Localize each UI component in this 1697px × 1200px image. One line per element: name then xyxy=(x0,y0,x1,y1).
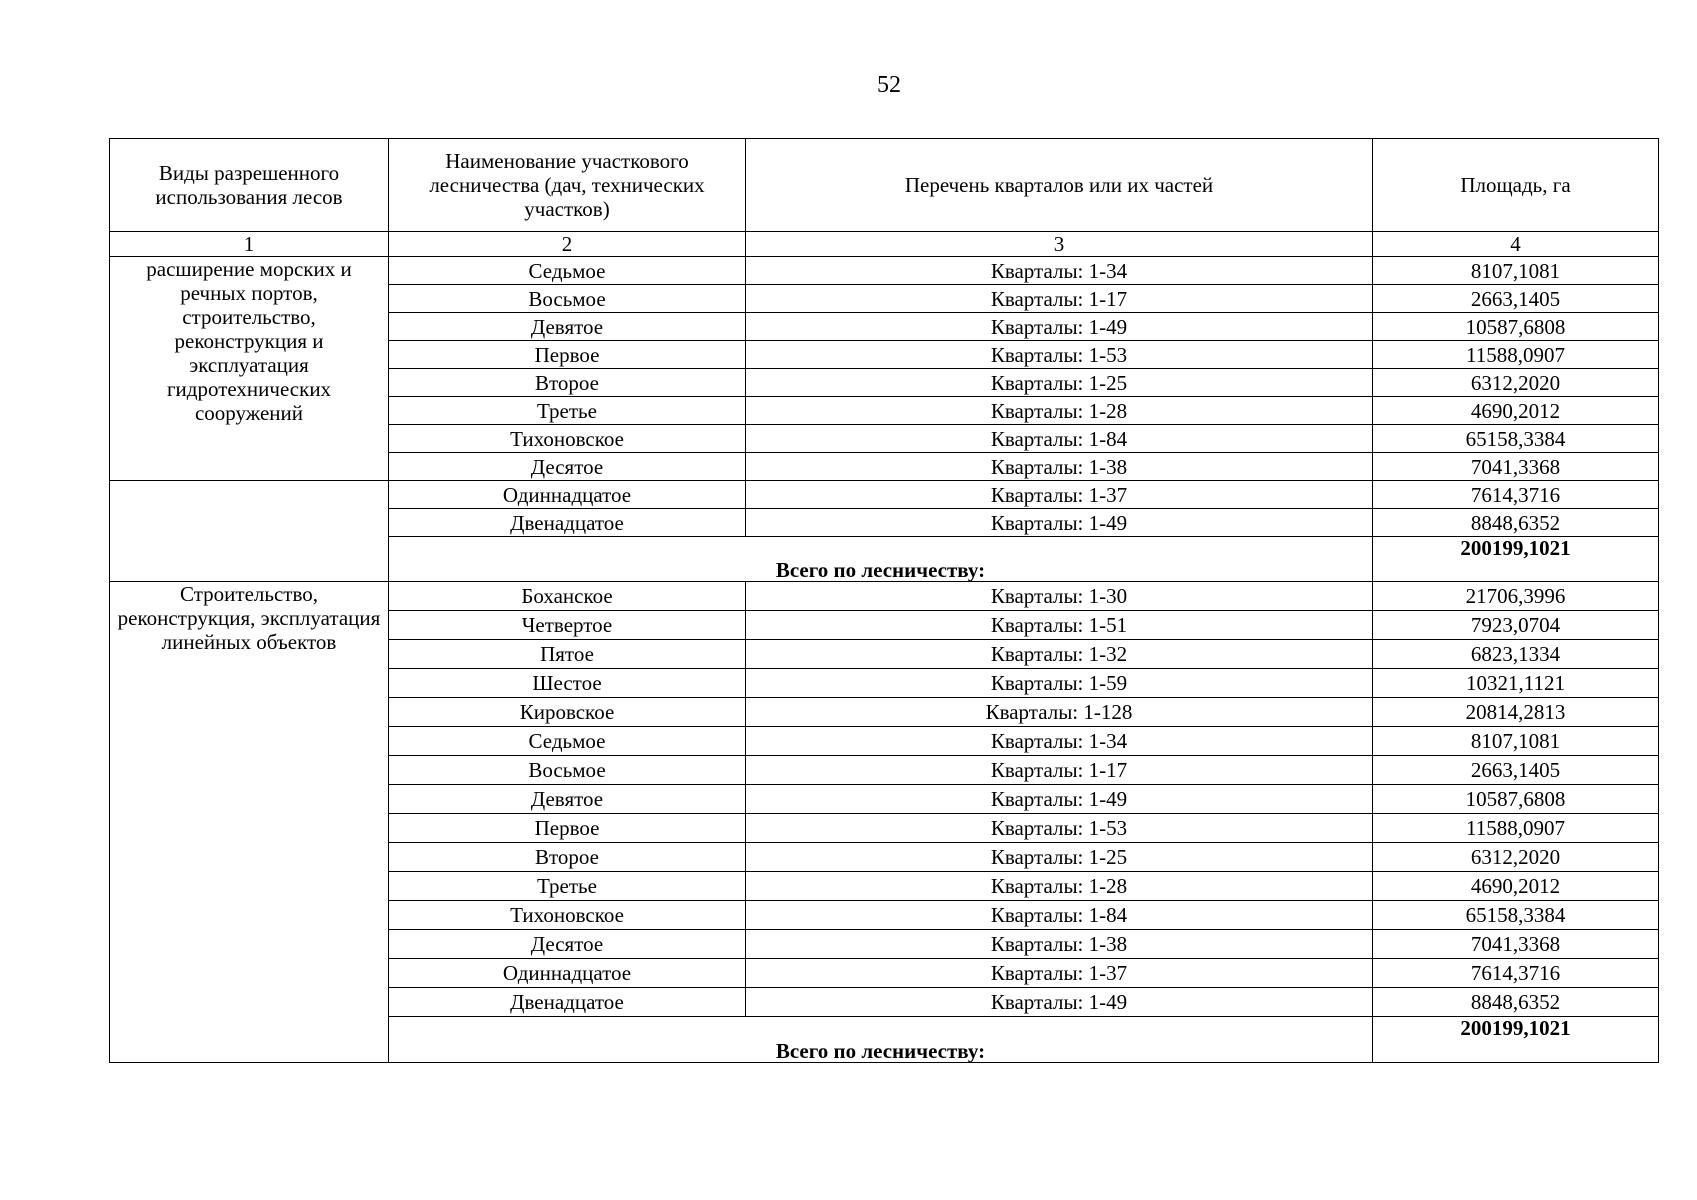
use-type: Строительство, реконструкция, эксплуатация линейных объектов xyxy=(110,582,389,1063)
header-row xyxy=(110,139,1659,232)
table-body xyxy=(110,139,1659,1063)
forestry-name: Первое xyxy=(389,814,746,843)
forestry-name: Третье xyxy=(389,872,746,901)
forestry-name: Первое xyxy=(389,341,746,369)
forestry-name: Восьмое xyxy=(389,285,746,313)
forestry-name: Кировское xyxy=(389,698,746,727)
area-value: 7923,0704 xyxy=(1373,611,1659,640)
forestry-name: Двенадцатое xyxy=(389,509,746,537)
forestry-name: Тихоновское xyxy=(389,901,746,930)
area-value: 65158,3384 xyxy=(1373,901,1659,930)
total-label: Всего по лесничеству: xyxy=(389,537,1373,582)
header-area: Площадь, га xyxy=(1373,139,1659,232)
area-value: 11588,0907 xyxy=(1373,341,1659,369)
area-value: 10587,6808 xyxy=(1373,313,1659,341)
quarters-list: Кварталы: 1-37 xyxy=(746,481,1373,509)
forestry-name: Пятое xyxy=(389,640,746,669)
table-row xyxy=(110,582,1659,611)
area-value: 7041,3368 xyxy=(1373,930,1659,959)
quarters-list: Кварталы: 1-49 xyxy=(746,988,1373,1017)
quarters-list: Кварталы: 1-25 xyxy=(746,843,1373,872)
area-value: 8107,1081 xyxy=(1373,727,1659,756)
forestry-name: Восьмое xyxy=(389,756,746,785)
area-value: 4690,2012 xyxy=(1373,872,1659,901)
forestry-name: Второе xyxy=(389,369,746,397)
area-value: 20814,2813 xyxy=(1373,698,1659,727)
quarters-list: Кварталы: 1-84 xyxy=(746,425,1373,453)
forestry-name: Девятое xyxy=(389,785,746,814)
forest-use-table xyxy=(109,138,1659,1063)
page-number: 52 xyxy=(877,72,901,98)
area-value: 2663,1405 xyxy=(1373,756,1659,785)
area-value: 8107,1081 xyxy=(1373,257,1659,285)
area-value: 6312,2020 xyxy=(1373,843,1659,872)
area-value: 21706,3996 xyxy=(1373,582,1659,611)
quarters-list: Кварталы: 1-59 xyxy=(746,669,1373,698)
forestry-name: Двенадцатое xyxy=(389,988,746,1017)
forestry-name: Одиннадцатое xyxy=(389,959,746,988)
area-value: 8848,6352 xyxy=(1373,988,1659,1017)
area-value: 10587,6808 xyxy=(1373,785,1659,814)
area-value: 10321,1121 xyxy=(1373,669,1659,698)
area-value: 2663,1405 xyxy=(1373,285,1659,313)
forestry-name: Девятое xyxy=(389,313,746,341)
area-value: 7614,3716 xyxy=(1373,959,1659,988)
quarters-list: Кварталы: 1-38 xyxy=(746,930,1373,959)
total-value: 200199,1021 xyxy=(1373,1017,1659,1063)
quarters-list: Кварталы: 1-49 xyxy=(746,313,1373,341)
quarters-list: Кварталы: 1-53 xyxy=(746,814,1373,843)
forestry-name: Четвертое xyxy=(389,611,746,640)
column-number: 4 xyxy=(1373,232,1659,257)
forestry-name: Седьмое xyxy=(389,257,746,285)
quarters-list: Кварталы: 1-34 xyxy=(746,257,1373,285)
quarters-list: Кварталы: 1-34 xyxy=(746,727,1373,756)
forestry-name: Десятое xyxy=(389,453,746,481)
forestry-name: Одиннадцатое xyxy=(389,481,746,509)
forestry-name: Третье xyxy=(389,397,746,425)
quarters-list: Кварталы: 1-128 xyxy=(746,698,1373,727)
quarters-list: Кварталы: 1-25 xyxy=(746,369,1373,397)
area-value: 6823,1334 xyxy=(1373,640,1659,669)
use-type-empty xyxy=(110,481,389,582)
forestry-name: Тихоновское xyxy=(389,425,746,453)
header-forestry-name: Наименование участкового лесничества (дач, технических участков) xyxy=(389,139,746,232)
table-row xyxy=(110,481,1659,509)
quarters-list: Кварталы: 1-51 xyxy=(746,611,1373,640)
column-number: 2 xyxy=(389,232,746,257)
forestry-name: Седьмое xyxy=(389,727,746,756)
forestry-name: Шестое xyxy=(389,669,746,698)
quarters-list: Кварталы: 1-38 xyxy=(746,453,1373,481)
header-use-type: Виды разрешенного использования лесов xyxy=(110,139,389,232)
table-row xyxy=(110,257,1659,285)
quarters-list: Кварталы: 1-37 xyxy=(746,959,1373,988)
area-value: 65158,3384 xyxy=(1373,425,1659,453)
area-value: 4690,2012 xyxy=(1373,397,1659,425)
area-value: 8848,6352 xyxy=(1373,509,1659,537)
quarters-list: Кварталы: 1-30 xyxy=(746,582,1373,611)
column-number: 3 xyxy=(746,232,1373,257)
quarters-list: Кварталы: 1-17 xyxy=(746,756,1373,785)
forestry-name: Второе xyxy=(389,843,746,872)
use-type: расширение морских и речных портов, строительство, реконструкция и эксплуатация гидротехнических сооружений xyxy=(110,257,389,481)
quarters-list: Кварталы: 1-17 xyxy=(746,285,1373,313)
column-number-row xyxy=(110,232,1659,257)
header-quarters-list: Перечень кварталов или их частей xyxy=(746,139,1373,232)
quarters-list: Кварталы: 1-49 xyxy=(746,785,1373,814)
forestry-name: Боханское xyxy=(389,582,746,611)
quarters-list: Кварталы: 1-32 xyxy=(746,640,1373,669)
quarters-list: Кварталы: 1-28 xyxy=(746,397,1373,425)
quarters-list: Кварталы: 1-53 xyxy=(746,341,1373,369)
area-value: 11588,0907 xyxy=(1373,814,1659,843)
quarters-list: Кварталы: 1-28 xyxy=(746,872,1373,901)
area-value: 7614,3716 xyxy=(1373,481,1659,509)
total-value: 200199,1021 xyxy=(1373,537,1659,582)
quarters-list: Кварталы: 1-84 xyxy=(746,901,1373,930)
area-value: 7041,3368 xyxy=(1373,453,1659,481)
area-value: 6312,2020 xyxy=(1373,369,1659,397)
forestry-name: Десятое xyxy=(389,930,746,959)
total-label: Всего по лесничеству: xyxy=(389,1017,1373,1063)
quarters-list: Кварталы: 1-49 xyxy=(746,509,1373,537)
column-number: 1 xyxy=(110,232,389,257)
